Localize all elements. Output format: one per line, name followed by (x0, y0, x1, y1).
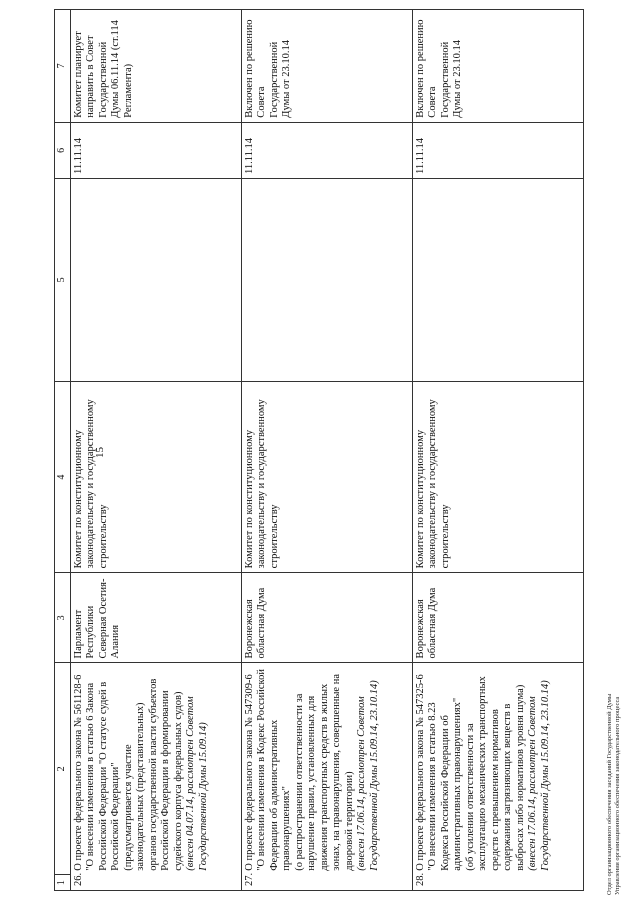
bill-summary: (об усилении ответственности за эксплуатацию механических транспортных средств с превышением нормативов содержания загрязняющих веществ в выбросах либо нормативов уровня шума) (464, 676, 526, 871)
bill-title: О проекте федерального закона № 561128-6 (72, 674, 84, 871)
initiator: Воронежская областная Дума (412, 573, 583, 663)
bill-note: (внесен 04.07.14, рассмотрен Советом Государственной Думы 15.09.14) (185, 696, 209, 871)
table-row (412, 10, 583, 891)
bill-name: "О внесении изменения в Кодекс Российской Федерации об административных правонарушениях" (256, 669, 292, 871)
row-number: 27. (241, 875, 412, 891)
bill-title: О проекте федерального закона № 547309-6 (243, 674, 255, 871)
table-row (241, 10, 412, 891)
row-number: 26. (70, 875, 241, 891)
status: Комитет планирует направить в Совет Государственной Думы 06.11.14 (ст.114 Регламента) (70, 10, 241, 123)
bill-title: О проекте федерального закона № 547325-6 (414, 674, 426, 871)
footer-line: Управления организационного обеспечения законодательного процесса (614, 696, 621, 895)
agenda-table-container (54, 9, 606, 891)
column-header: 2 (55, 663, 71, 875)
agenda-table (54, 9, 584, 891)
column-5-cell (241, 179, 412, 382)
initiator: Воронежская областная Дума (241, 573, 412, 663)
bill-description (70, 663, 241, 875)
column-header: 1 (55, 875, 71, 891)
bill-summary: (о распространении ответственности за нарушение правил, установленных для движения транспортных средств в жилых зонах, на правонарушения, совершенные на дворовой территории) (293, 674, 355, 871)
status: Включен по решению Совета Государственной Думы от 23.10.14 (241, 10, 412, 123)
row-number: 28. (412, 875, 583, 891)
footer (606, 0, 622, 895)
status: Включен по решению Совета Государственной Думы от 23.10.14 (412, 10, 583, 123)
column-header: 6 (55, 122, 71, 178)
footer-line: Отдел организационного обеспечения заседаний Государственной Думы (606, 693, 613, 895)
bill-name: "О внесении изменения в статью 6 Закона Российской Федерации "О статусе судей в Российской Федерации" (85, 681, 121, 871)
date: 11.11.14 (241, 122, 412, 178)
committee: Комитет по конституционному законодательству и государственному строительству (70, 381, 241, 573)
table-row (70, 10, 241, 891)
column-5-cell (412, 179, 583, 382)
bill-description (241, 663, 412, 875)
date: 11.11.14 (70, 122, 241, 178)
bill-note: (внесен 17.06.14, рассмотрен Советом Государственной Думы 15.09.14, 23.10.14) (527, 680, 551, 871)
column-header: 3 (55, 573, 71, 663)
bill-note: (внесен 17.06.14, рассмотрен Советом Государственной Думы 15.09.14, 23.10.14) (356, 680, 380, 871)
committee: Комитет по конституционному законодательству и государственному строительству (412, 381, 583, 573)
column-header: 5 (55, 179, 71, 382)
date: 11.11.14 (412, 122, 583, 178)
column-header: 4 (55, 381, 71, 573)
initiator: Парламент Республики Северная Осетия-Алания (70, 573, 241, 663)
header-row (55, 10, 71, 891)
committee: Комитет по конституционному законодательству и государственному строительству (241, 381, 412, 573)
page-number: 15 (94, 447, 106, 458)
bill-summary: (предусматривается участие законодательных (представительных) органов государственной власти субъектов Российской Федерации в формировании судейского корпуса федеральных судов) (122, 678, 184, 871)
bill-name: "О внесении изменения в статью 8.23 Кодекса Российской Федерации об административных правонарушениях" (427, 697, 463, 871)
column-header: 7 (55, 10, 71, 123)
bill-description (412, 663, 583, 875)
column-5-cell (70, 179, 241, 382)
